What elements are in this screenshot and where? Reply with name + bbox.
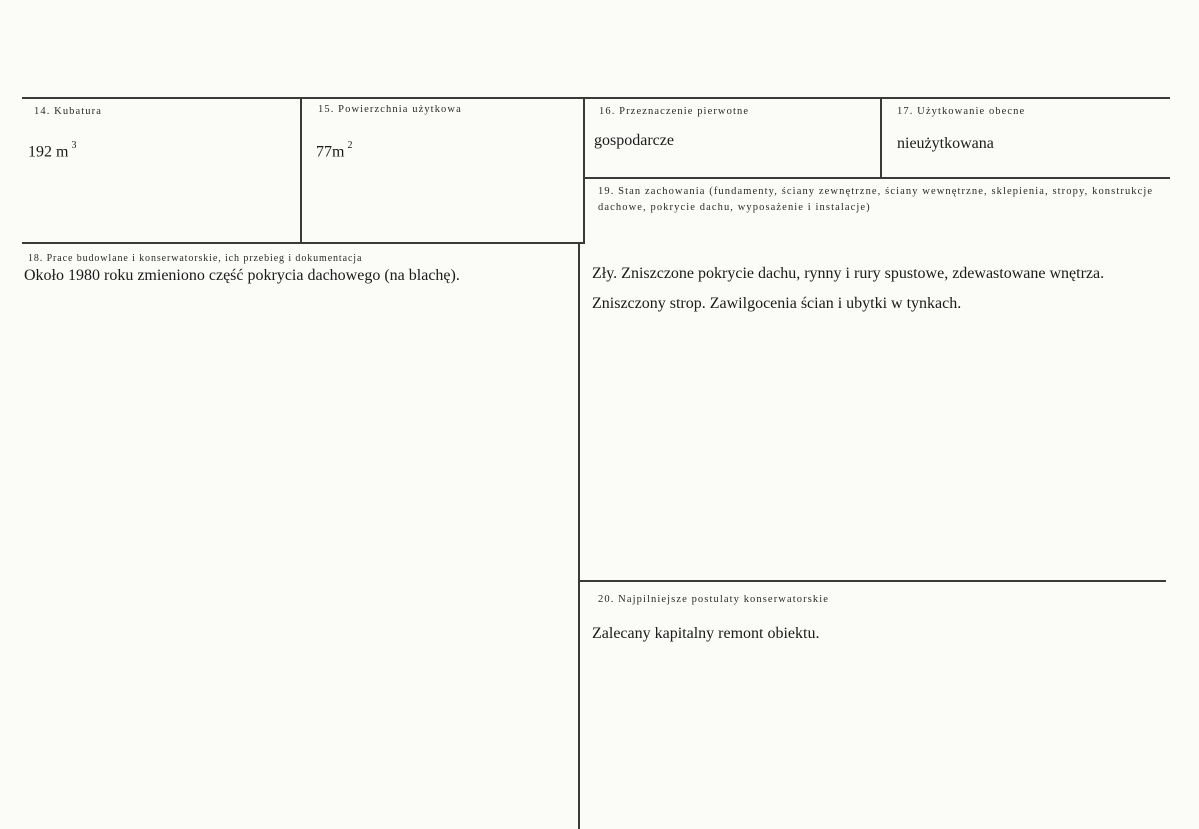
field-20-value: Zalecany kapitalny remont obiektu. xyxy=(592,625,820,642)
divider-14-15 xyxy=(300,98,302,242)
field-14-label: 14. Kubatura xyxy=(34,106,103,117)
field-15-label: 15. Powierzchnia użytkowa xyxy=(318,104,462,115)
field-19-line-1: Zły. Zniszczone pokrycie dachu, rynny i rury spustowe, zdewastowane wnętrza. xyxy=(592,265,1105,282)
rule-above-18 xyxy=(22,242,584,244)
field-17-label: 17. Użytkowanie obecne xyxy=(897,106,1026,117)
field-16-label: 16. Przeznaczenie pierwotne xyxy=(599,106,750,117)
field-19-line-2: Zniszczony strop. Zawilgocenia ścian i ubytki w tynkach. xyxy=(592,295,962,312)
powierzchnia-exponent: 2 xyxy=(347,140,353,151)
powierzchnia-number: 77m xyxy=(316,143,345,161)
kubatura-number: 192 m xyxy=(28,143,69,161)
field-14-value xyxy=(28,142,76,161)
field-17-value: nieużytkowana xyxy=(897,135,994,152)
field-19-label: 19. Stan zachowania (fundamenty, ściany zewnętrzne, ściany wewnętrzne, sklepienia, stropy, konstrukcje dachowe, pokrycie dachu, wyposażenie i instalacje) xyxy=(598,186,1154,213)
field-16-value: gospodarcze xyxy=(594,132,674,149)
rule-under-16-17 xyxy=(584,177,1170,179)
field-20-label: 20. Najpilniejsze postulaty konserwatorskie xyxy=(598,594,830,605)
field-15-value xyxy=(316,142,352,161)
center-divider xyxy=(578,243,580,829)
field-18-label: 18. Prace budowlane i konserwatorskie, ich przebieg i dokumentacja xyxy=(28,253,363,264)
kubatura-exponent: 3 xyxy=(71,140,77,151)
top-rule xyxy=(22,97,1170,99)
rule-above-20 xyxy=(579,580,1166,582)
field-18-value: Około 1980 roku zmieniono część pokrycia dachowego (na blachę). xyxy=(24,267,460,284)
divider-15-16 xyxy=(583,98,585,244)
divider-16-17 xyxy=(880,98,882,178)
